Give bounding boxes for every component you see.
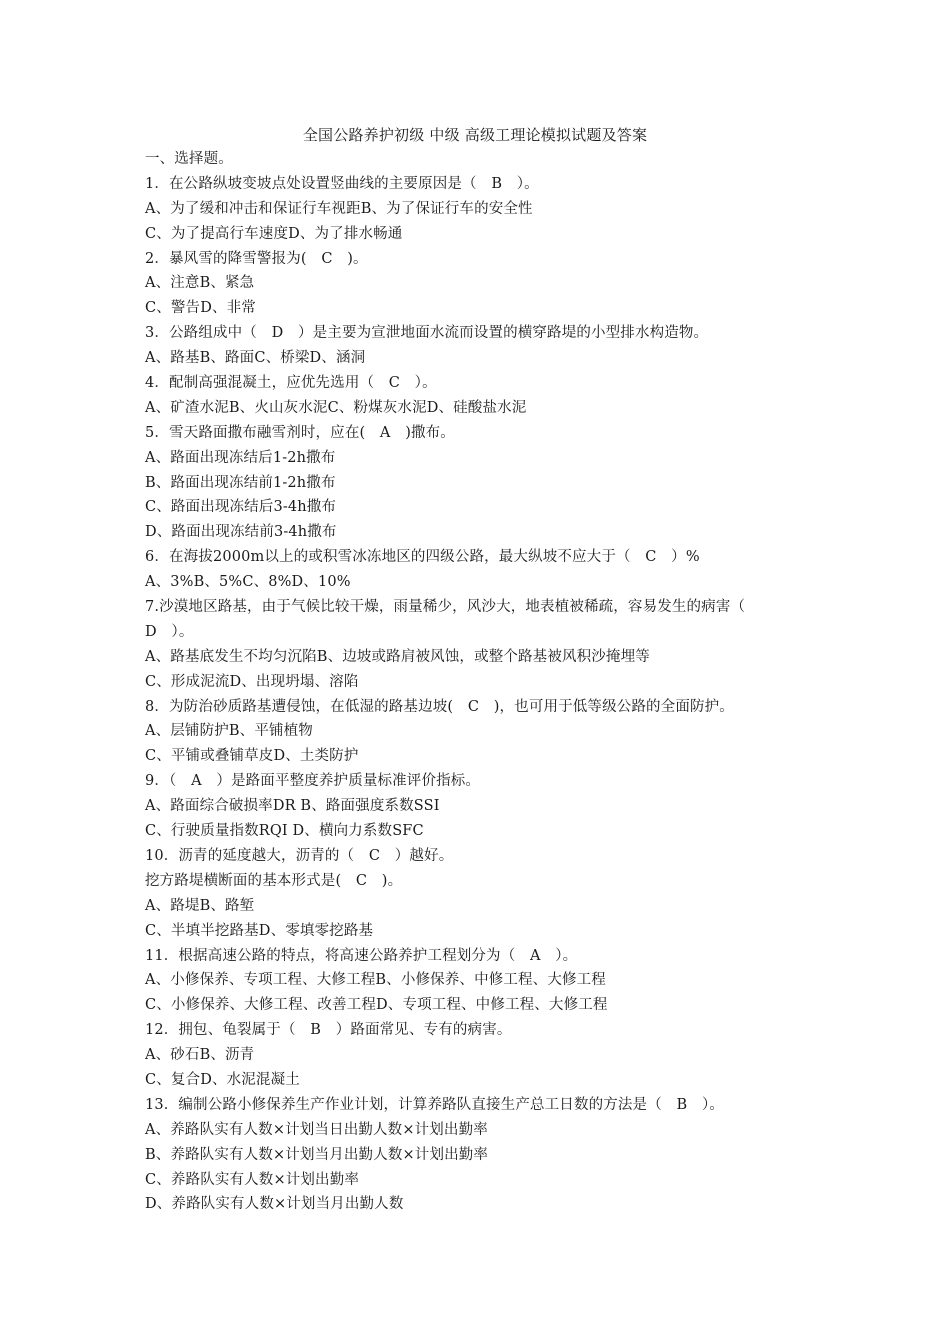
- text-line: 1．在公路纵坡变坡点处设置竖曲线的主要原因是（ B ）。: [145, 175, 539, 192]
- text-line: A、养路队实有人数×计划当日出勤人数×计划出勤率: [145, 1121, 488, 1138]
- text-line: 挖方路堤横断面的基本形式是( C )。: [145, 872, 403, 889]
- text-line: D、路面出现冻结前3-4h撒布: [145, 524, 337, 541]
- text-line: C、复合D、水泥混凝土: [145, 1071, 300, 1088]
- text-line: 4．配制高强混凝土，应优先选用（ C ）。: [145, 375, 437, 392]
- text-line: A、路基B、路面C、桥梁D、涵洞: [145, 350, 366, 367]
- text-line: 一、选择题。: [145, 151, 233, 167]
- text-line: D ）。: [145, 623, 194, 640]
- text-line: A、路堤B、路堑: [145, 897, 255, 914]
- text-line: A、小修保养、专项工程、大修工程B、小修保养、中修工程、大修工程: [145, 972, 606, 989]
- document-title: 全国公路养护初级 中级 高级工理论模拟试题及答案: [302, 126, 648, 144]
- text-line: A、3%B、5%C、8%D、10%: [145, 574, 351, 591]
- text-line: A、矿渣水泥B、火山灰水泥C、粉煤灰水泥D、硅酸盐水泥: [145, 399, 527, 416]
- text-line: 9．（ A ）是路面平整度养护质量标准评价指标。: [145, 773, 481, 790]
- text-line: B、养路队实有人数×计划当月出勤人数×计划出勤率: [145, 1146, 489, 1163]
- text-line: A、路基底发生不均匀沉陷B、边坡或路肩被风蚀，或整个路基被风积沙掩埋等: [145, 648, 650, 665]
- text-line: 11．根据高速公路的特点，将高速公路养护工程划分为（ A ）。: [145, 947, 578, 964]
- text-line: C、半填半挖路基D、零填零挖路基: [145, 922, 374, 939]
- text-line: 3．公路组成中（ D ）是主要为宣泄地面水流而设置的横穿路堤的小型排水构造物。: [145, 325, 709, 342]
- text-line: C、行驶质量指数RQI D、横向力系数SFC: [145, 823, 424, 840]
- text-line: C、警告D、非常: [145, 300, 256, 317]
- text-line: 6．在海拔2000m以上的或积雪冰冻地区的四级公路，最大纵坡不应大于（ C ）%: [145, 549, 700, 566]
- text-line: A、路面出现冻结后1-2h撒布: [145, 449, 336, 466]
- text-line: A、为了缓和冲击和保证行车视距B、为了保证行车的安全性: [145, 200, 533, 217]
- text-line: A、注意B、紧急: [145, 275, 255, 292]
- text-line: 13．编制公路小修保养生产作业计划，计算养路队直接生产总工日数的方法是（ B ）。: [145, 1096, 725, 1113]
- text-line: C、小修保养、大修工程、改善工程D、专项工程、中修工程、大修工程: [145, 997, 608, 1014]
- text-line: C、路面出现冻结后3-4h撒布: [145, 499, 337, 516]
- text-line: A、砂石B、沥青: [145, 1047, 255, 1064]
- text-line: C、平铺或叠铺草皮D、土类防护: [145, 748, 359, 765]
- text-line: 5．雪天路面撒布融雪剂时，应在( A )撒布。: [145, 424, 455, 441]
- text-line: C、为了提高行车速度D、为了排水畅通: [145, 225, 403, 242]
- text-line: 8．为防治砂质路基遭侵蚀，在低湿的路基边坡( C )，也可用于低等级公路的全面防护。: [145, 698, 734, 715]
- text-line: 2．暴风雪的降雪警报为( C )。: [145, 250, 368, 267]
- text-line: C、养路队实有人数×计划出勤率: [145, 1171, 359, 1188]
- text-line: 7.沙漠地区路基，由于气候比较干燥，雨量稀少，风沙大，地表植被稀疏，容易发生的病害（: [145, 599, 746, 616]
- text-line: 10．沥青的延度越大，沥青的（ C ）越好。: [145, 847, 454, 864]
- text-line: A、层铺防护B、平铺植物: [145, 723, 313, 740]
- text-line: B、路面出现冻结前1-2h撒布: [145, 474, 336, 491]
- text-line: 12．拥包、龟裂属于（ B ）路面常见、专有的病害。: [145, 1022, 512, 1039]
- text-line: A、路面综合破损率DR B、路面强度系数SSI: [145, 798, 440, 815]
- document-body: [145, 147, 825, 1217]
- text-line: D、养路队实有人数×计划当月出勤人数: [145, 1196, 404, 1213]
- text-line: C、形成泥流D、出现坍塌、溶陷: [145, 673, 359, 690]
